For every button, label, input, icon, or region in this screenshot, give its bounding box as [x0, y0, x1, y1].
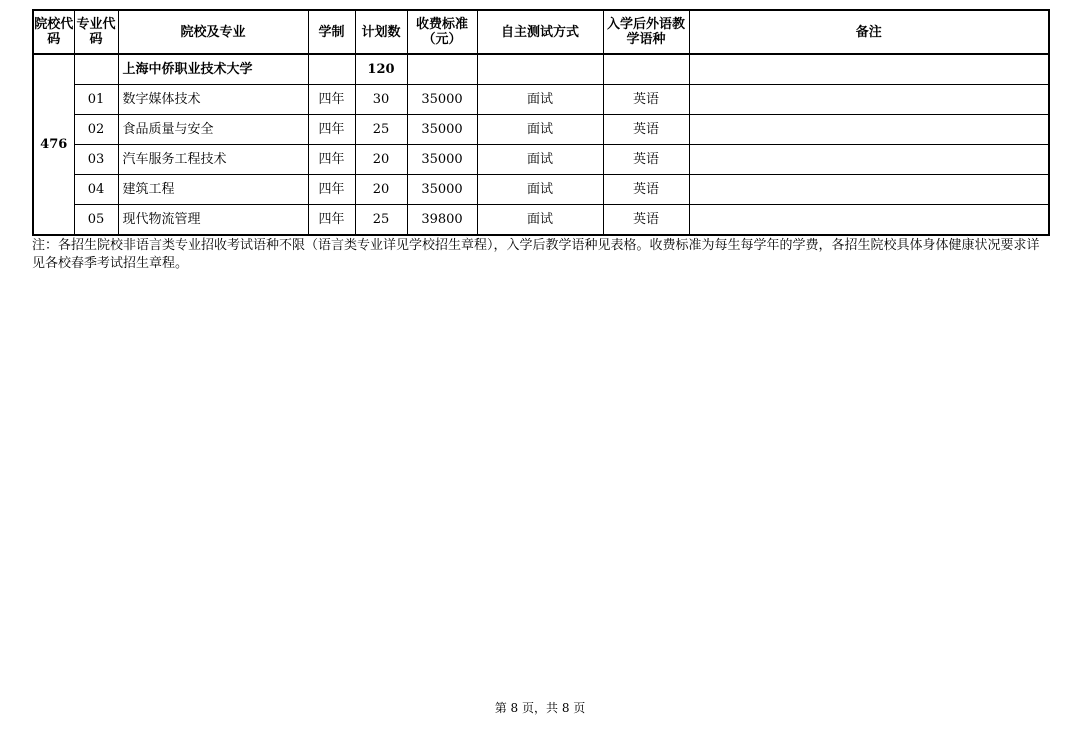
major-plan: 20	[355, 145, 407, 175]
major-plan: 25	[355, 115, 407, 145]
table-row	[33, 115, 1049, 145]
header-language: 入学后外语教学语种	[603, 10, 689, 54]
major-code: 05	[74, 205, 118, 236]
header-test: 自主测试方式	[477, 10, 603, 54]
major-code: 03	[74, 145, 118, 175]
major-language: 英语	[603, 145, 689, 175]
table-row	[33, 85, 1049, 115]
major-test: 面试	[477, 175, 603, 205]
major-name: 数字媒体技术	[118, 85, 308, 115]
major-code: 01	[74, 85, 118, 115]
major-duration: 四年	[308, 145, 355, 175]
header-school-code: 院校代码	[33, 10, 74, 54]
header-duration: 学制	[308, 10, 355, 54]
major-code: 02	[74, 115, 118, 145]
major-fee: 39800	[407, 205, 477, 236]
school-test-empty	[477, 54, 603, 85]
school-code: 476	[33, 54, 74, 235]
enrollment-plan-table	[32, 9, 1050, 236]
major-language: 英语	[603, 85, 689, 115]
school-fee-empty	[407, 54, 477, 85]
major-remarks	[689, 175, 1049, 205]
major-fee: 35000	[407, 85, 477, 115]
major-plan: 25	[355, 205, 407, 236]
major-remarks	[689, 85, 1049, 115]
major-name: 建筑工程	[118, 175, 308, 205]
school-plan: 120	[355, 54, 407, 85]
school-remarks-empty	[689, 54, 1049, 85]
major-name: 现代物流管理	[118, 205, 308, 236]
page-footer: 第 8 页，共 8 页	[494, 701, 586, 715]
school-major-code-empty	[74, 54, 118, 85]
school-language-empty	[603, 54, 689, 85]
major-code: 04	[74, 175, 118, 205]
major-duration: 四年	[308, 115, 355, 145]
header-major-code: 专业代码	[74, 10, 118, 54]
major-fee: 35000	[407, 115, 477, 145]
table-row	[33, 205, 1049, 236]
table-note: 注：各招生院校非语言类专业招收考试语种不限（语言类专业详见学校招生章程），入学后教学语种见表格。收费标准为每生每学年的学费，各招生院校具体身体健康状况要求详见各校春季考试招生章程。	[32, 238, 1040, 271]
major-duration: 四年	[308, 85, 355, 115]
major-remarks	[689, 145, 1049, 175]
major-language: 英语	[603, 205, 689, 236]
major-language: 英语	[603, 175, 689, 205]
major-test: 面试	[477, 205, 603, 236]
major-test: 面试	[477, 115, 603, 145]
major-remarks	[689, 205, 1049, 236]
major-remarks	[689, 115, 1049, 145]
school-duration-empty	[308, 54, 355, 85]
major-fee: 35000	[407, 145, 477, 175]
major-duration: 四年	[308, 175, 355, 205]
major-test: 面试	[477, 145, 603, 175]
major-name: 汽车服务工程技术	[118, 145, 308, 175]
major-duration: 四年	[308, 205, 355, 236]
table-row	[33, 175, 1049, 205]
major-language: 英语	[603, 115, 689, 145]
header-remarks: 备注	[689, 10, 1049, 54]
table-header-row	[33, 10, 1049, 54]
major-fee: 35000	[407, 175, 477, 205]
major-plan: 30	[355, 85, 407, 115]
major-test: 面试	[477, 85, 603, 115]
major-name: 食品质量与安全	[118, 115, 308, 145]
header-plan: 计划数	[355, 10, 407, 54]
school-name: 上海中侨职业技术大学	[118, 54, 308, 85]
table-row	[33, 145, 1049, 175]
header-school-major: 院校及专业	[118, 10, 308, 54]
header-fee: 收费标准（元）	[407, 10, 477, 54]
school-row	[33, 54, 1049, 85]
major-plan: 20	[355, 175, 407, 205]
